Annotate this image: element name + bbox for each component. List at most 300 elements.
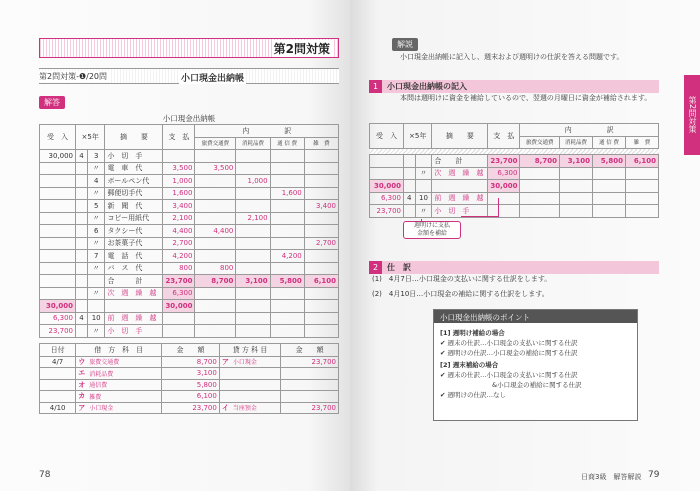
mini-cell bbox=[592, 167, 625, 180]
ledger-cell: 30,000 bbox=[40, 300, 76, 313]
ledger-row bbox=[40, 262, 339, 275]
ledger-row bbox=[40, 237, 339, 250]
ledger-cell: 〃 bbox=[87, 262, 105, 275]
ledger-cell bbox=[195, 312, 236, 325]
ledger-cell bbox=[87, 275, 105, 288]
journal-header: 金 額 bbox=[162, 344, 220, 357]
mini-row bbox=[370, 180, 659, 193]
ledger-cell bbox=[76, 250, 88, 263]
ledger-cell bbox=[304, 262, 338, 275]
mini-cell: 30,000 bbox=[488, 180, 520, 193]
ledger-cell bbox=[304, 325, 338, 338]
ledger-cell: 2,700 bbox=[163, 237, 195, 250]
ledger-cell: 23,700 bbox=[40, 325, 76, 338]
ledger-cell: 4,200 bbox=[270, 250, 304, 263]
mini-cell bbox=[592, 192, 625, 205]
note-connector-right bbox=[498, 198, 499, 216]
ledger-cell bbox=[76, 237, 88, 250]
ledger-row bbox=[40, 200, 339, 213]
journal-cell: 23,700 bbox=[162, 402, 220, 414]
journal-cell bbox=[231, 391, 281, 403]
journal-cell bbox=[219, 379, 231, 391]
ledger-cell: 合 計 bbox=[105, 275, 163, 288]
ledger-cell: 6,300 bbox=[163, 287, 195, 300]
mini-col-description: 摘 要 bbox=[432, 124, 488, 149]
mini-col-breakdown: 内 訳 bbox=[520, 124, 659, 137]
ledger-cell bbox=[304, 250, 338, 263]
ledger-cell bbox=[195, 250, 236, 263]
journal-cell: 通信費 bbox=[87, 379, 161, 391]
ledger-row bbox=[40, 225, 339, 238]
col-breakdown: 内 訳 bbox=[195, 125, 339, 138]
mini-cell: 〃 bbox=[415, 205, 432, 218]
ledger-cell: 3 bbox=[87, 150, 105, 163]
ledger-cell: 3,400 bbox=[163, 200, 195, 213]
ledger-cell bbox=[270, 325, 304, 338]
ledger-cell: 6 bbox=[87, 225, 105, 238]
ledger-cell bbox=[40, 175, 76, 188]
ledger-cell: バ ス 代 bbox=[105, 262, 163, 275]
mini-cell: 30,000 bbox=[370, 180, 404, 193]
ledger-cell bbox=[270, 212, 304, 225]
ledger-cell bbox=[76, 200, 88, 213]
ledger-cell: 2,700 bbox=[304, 237, 338, 250]
footer-label: 日商3級 解答解説 bbox=[581, 473, 642, 481]
ledger-cell bbox=[270, 287, 304, 300]
ledger-cell bbox=[76, 287, 88, 300]
ledger-cell bbox=[195, 212, 236, 225]
ledger-cell: お茶菓子代 bbox=[105, 237, 163, 250]
journal-header: 借 方 科 目 bbox=[76, 344, 162, 357]
ledger-cell bbox=[40, 162, 76, 175]
ledger-cell: 3,500 bbox=[195, 162, 236, 175]
ledger-cell bbox=[76, 300, 88, 313]
page-number-left: 78 bbox=[39, 470, 51, 480]
journal-cell: カ bbox=[76, 391, 88, 403]
mini-cell bbox=[404, 167, 416, 180]
ledger-cell bbox=[304, 312, 338, 325]
answer-badge: 解答 bbox=[39, 96, 65, 109]
ledger-row bbox=[40, 162, 339, 175]
ledger-cell bbox=[304, 212, 338, 225]
ledger-cell: 4 bbox=[76, 150, 88, 163]
ledger-cell bbox=[163, 325, 195, 338]
mini-cell bbox=[404, 205, 416, 218]
ledger-cell bbox=[163, 150, 195, 163]
ledger-cell bbox=[270, 237, 304, 250]
journal-cell: 旅費交通費 bbox=[87, 356, 161, 368]
ledger-cell bbox=[195, 187, 236, 200]
ledger-cell: 〃 bbox=[87, 162, 105, 175]
mini-row bbox=[370, 155, 659, 168]
ledger-cell bbox=[76, 162, 88, 175]
journal-cell: 5,800 bbox=[162, 379, 220, 391]
ledger-cell bbox=[304, 287, 338, 300]
journal-header: 貸 方 科 目 bbox=[219, 344, 280, 357]
ledger-cell bbox=[40, 187, 76, 200]
ledger-cell bbox=[40, 262, 76, 275]
journal-cell: ア bbox=[219, 356, 231, 368]
mini-cell bbox=[370, 167, 404, 180]
point-line: [2] 週末補給の場合 bbox=[440, 361, 499, 369]
ledger-cell bbox=[236, 287, 270, 300]
journal-cell bbox=[40, 379, 76, 391]
col-travel: 旅費交通費 bbox=[195, 137, 236, 150]
mini-cell bbox=[520, 192, 560, 205]
ledger-cell bbox=[40, 250, 76, 263]
ledger-cell bbox=[270, 175, 304, 188]
ledger-cell: 4 bbox=[87, 175, 105, 188]
ledger-cell: 30,000 bbox=[163, 300, 195, 313]
ledger-cell: 4 bbox=[76, 312, 88, 325]
ledger-cell: 1,000 bbox=[163, 175, 195, 188]
ledger-cell bbox=[236, 225, 270, 238]
point-line: [1] 週明け補給の場合 bbox=[440, 329, 505, 337]
ledger-cell bbox=[270, 162, 304, 175]
journal-header: 日付 bbox=[40, 344, 76, 357]
point-line: ✔ 週明けの仕訳…なし bbox=[440, 391, 507, 399]
mini-cell: 3,100 bbox=[559, 155, 592, 168]
ledger-cell bbox=[304, 300, 338, 313]
mini-cell bbox=[520, 167, 560, 180]
col-misc: 雑 費 bbox=[304, 137, 338, 150]
ledger-cell bbox=[195, 175, 236, 188]
ledger-cell bbox=[76, 225, 88, 238]
ledger-cell: 800 bbox=[163, 262, 195, 275]
journal-row bbox=[40, 402, 339, 414]
ledger-cell bbox=[40, 200, 76, 213]
ledger-cell: 3,500 bbox=[163, 162, 195, 175]
journal-cell bbox=[231, 368, 281, 380]
mini-cell bbox=[559, 167, 592, 180]
ledger-cell bbox=[163, 312, 195, 325]
mini-col-communication: 通 信 費 bbox=[592, 136, 625, 149]
mini-cell bbox=[415, 155, 432, 168]
section-1-number: 1 bbox=[369, 80, 382, 93]
ledger-cell: 10 bbox=[87, 312, 105, 325]
ledger-cell bbox=[236, 150, 270, 163]
ledger-cell: 〃 bbox=[87, 287, 105, 300]
ledger-cell bbox=[76, 175, 88, 188]
mini-cell: 6,100 bbox=[625, 155, 658, 168]
ledger-cell: 1,600 bbox=[163, 187, 195, 200]
col-date: ×5年 bbox=[76, 125, 105, 150]
journal-cell: 消耗品費 bbox=[87, 368, 161, 380]
section-1-header bbox=[369, 80, 659, 93]
ledger-cell bbox=[40, 237, 76, 250]
section-2-line-1: (1) 4月7日…小口現金の支払いに関する仕訳をします。 bbox=[372, 275, 552, 283]
ledger-cell: 4,400 bbox=[163, 225, 195, 238]
section-2-line-2: (2) 4月10日…小口現金の補給に関する仕訳をします。 bbox=[372, 290, 549, 298]
page-number-right: 79 bbox=[648, 470, 660, 480]
ledger-cell bbox=[76, 262, 88, 275]
mini-row bbox=[370, 192, 659, 205]
journal-cell bbox=[281, 391, 339, 403]
journal-cell: エ bbox=[76, 368, 88, 380]
ledger-cell: 次 週 繰 越 bbox=[105, 287, 163, 300]
ledger-cell bbox=[105, 300, 163, 313]
point-box-title: 小口現金出納帳のポイント bbox=[434, 310, 637, 323]
ledger-cell bbox=[195, 300, 236, 313]
ledger-cell: 5 bbox=[87, 200, 105, 213]
ledger-cell bbox=[76, 275, 88, 288]
journal-cell: 23,700 bbox=[281, 356, 339, 368]
mini-cell: 8,700 bbox=[520, 155, 560, 168]
ledger-cell bbox=[304, 162, 338, 175]
mini-cell bbox=[625, 167, 658, 180]
ledger-cell bbox=[236, 162, 270, 175]
problem-title: 小口現金出納帳 bbox=[179, 71, 246, 84]
mini-cell bbox=[625, 205, 658, 218]
mini-cell bbox=[488, 192, 520, 205]
mini-cell: 小 切 手 bbox=[432, 205, 488, 218]
col-supplies: 消耗品費 bbox=[236, 137, 270, 150]
subheading bbox=[39, 68, 339, 84]
mini-cell bbox=[625, 192, 658, 205]
journal-cell: イ bbox=[219, 402, 231, 414]
mini-col-receipt: 受 入 bbox=[370, 124, 404, 149]
ledger-cell: 7 bbox=[87, 250, 105, 263]
section-2-header bbox=[369, 261, 659, 274]
mini-cell: 10 bbox=[415, 192, 432, 205]
ledger-cell: 1,000 bbox=[236, 175, 270, 188]
ledger-cell bbox=[236, 237, 270, 250]
mini-cell bbox=[559, 180, 592, 193]
ledger-cell bbox=[236, 250, 270, 263]
note-connector-bottom bbox=[461, 216, 499, 217]
note-callout bbox=[403, 221, 461, 239]
journal-table bbox=[39, 343, 339, 414]
ledger-cell bbox=[195, 150, 236, 163]
point-box bbox=[433, 309, 638, 421]
ledger-caption: 小口現金出納帳 bbox=[162, 114, 216, 123]
journal-cell: 雑費 bbox=[87, 391, 161, 403]
ledger-cell: 4,400 bbox=[195, 225, 236, 238]
ledger-cell: 郵便切手代 bbox=[105, 187, 163, 200]
ledger-cell bbox=[195, 237, 236, 250]
ledger-cell: 新 聞 代 bbox=[105, 200, 163, 213]
page-title: 第2問対策 bbox=[273, 42, 330, 56]
ledger-cell bbox=[236, 262, 270, 275]
mini-cell bbox=[625, 180, 658, 193]
ledger-row bbox=[40, 312, 339, 325]
ledger-cell bbox=[304, 225, 338, 238]
journal-cell bbox=[281, 368, 339, 380]
journal-row bbox=[40, 368, 339, 380]
journal-cell bbox=[281, 379, 339, 391]
ledger-cell bbox=[76, 212, 88, 225]
ledger-row bbox=[40, 325, 339, 338]
ledger-cell bbox=[195, 287, 236, 300]
title-bar bbox=[39, 38, 339, 58]
ledger-cell: ボールペン代 bbox=[105, 175, 163, 188]
journal-cell: 4/7 bbox=[40, 356, 76, 368]
ledger-cell bbox=[236, 200, 270, 213]
journal-cell bbox=[219, 391, 231, 403]
mini-cell: 〃 bbox=[415, 167, 432, 180]
ledger-cell bbox=[270, 150, 304, 163]
journal-cell bbox=[40, 368, 76, 380]
col-description: 摘 要 bbox=[105, 125, 163, 150]
journal-cell: ウ bbox=[76, 356, 88, 368]
journal-row bbox=[40, 391, 339, 403]
ledger-cell bbox=[40, 212, 76, 225]
point-line: ✔ 週末の仕訳…小口現金の支払いに関する仕訳 bbox=[440, 371, 578, 379]
point-line: ✔ 週明けの仕訳…小口現金の補給に関する仕訳 bbox=[440, 349, 578, 357]
mini-cell bbox=[404, 180, 416, 193]
ledger-cell: 3,400 bbox=[304, 200, 338, 213]
ledger-row bbox=[40, 150, 339, 163]
ledger-cell: 〃 bbox=[87, 212, 105, 225]
ledger-cell: 4,200 bbox=[163, 250, 195, 263]
journal-cell: 当座預金 bbox=[231, 402, 281, 414]
col-communication: 通 信 費 bbox=[270, 137, 304, 150]
ledger-cell: 5,800 bbox=[270, 275, 304, 288]
ledger-cell bbox=[40, 287, 76, 300]
mini-cell bbox=[370, 155, 404, 168]
mini-cell bbox=[520, 205, 560, 218]
journal-cell: オ bbox=[76, 379, 88, 391]
mini-cell: 次 週 繰 越 bbox=[432, 167, 488, 180]
ledger-cell bbox=[270, 200, 304, 213]
mini-cell bbox=[404, 155, 416, 168]
ledger-cell: 電 車 代 bbox=[105, 162, 163, 175]
journal-cell bbox=[40, 391, 76, 403]
ledger-row bbox=[40, 175, 339, 188]
ledger-cell: 2,100 bbox=[163, 212, 195, 225]
mini-col-payment: 支 払 bbox=[488, 124, 520, 149]
journal-cell: 8,700 bbox=[162, 356, 220, 368]
mini-row bbox=[370, 167, 659, 180]
ledger-cell: 6,300 bbox=[40, 312, 76, 325]
mini-cell bbox=[520, 180, 560, 193]
mini-cell: 4 bbox=[404, 192, 416, 205]
ledger-row bbox=[40, 212, 339, 225]
ledger-cell bbox=[195, 200, 236, 213]
ledger-cell bbox=[270, 312, 304, 325]
mini-cell: 23,700 bbox=[370, 205, 404, 218]
ledger-cell bbox=[236, 312, 270, 325]
mini-cell bbox=[559, 192, 592, 205]
ledger-cell: 小 切 手 bbox=[105, 150, 163, 163]
ledger-cell: 〃 bbox=[87, 237, 105, 250]
ledger-row bbox=[40, 187, 339, 200]
mini-cell bbox=[592, 205, 625, 218]
mini-cell: 6,300 bbox=[488, 167, 520, 180]
ledger-cell bbox=[270, 300, 304, 313]
ledger-cell: 800 bbox=[195, 262, 236, 275]
mini-col-travel: 旅費交通費 bbox=[520, 136, 560, 149]
ledger-cell bbox=[76, 187, 88, 200]
mini-cell bbox=[592, 180, 625, 193]
ledger-cell: 小 切 手 bbox=[105, 325, 163, 338]
ledger-cell bbox=[304, 150, 338, 163]
ledger-cell bbox=[236, 325, 270, 338]
mini-cell: 23,700 bbox=[488, 155, 520, 168]
ledger-cell: 6,100 bbox=[304, 275, 338, 288]
ledger-cell: 3,100 bbox=[236, 275, 270, 288]
section-2-title: 仕 訳 bbox=[387, 263, 411, 272]
ledger-cell bbox=[304, 187, 338, 200]
ledger-cell: 1,600 bbox=[270, 187, 304, 200]
mini-cell bbox=[415, 180, 432, 193]
ledger-cell bbox=[236, 300, 270, 313]
ledger-cell bbox=[236, 187, 270, 200]
mini-cell: 5,800 bbox=[592, 155, 625, 168]
journal-cell: 3,100 bbox=[162, 368, 220, 380]
petty-cash-ledger bbox=[39, 124, 339, 338]
ledger-cell bbox=[304, 175, 338, 188]
journal-row bbox=[40, 356, 339, 368]
note-text: 週明けに支払 金額を補給 bbox=[413, 222, 450, 237]
ledger-cell: 電 話 代 bbox=[105, 250, 163, 263]
ledger-row bbox=[40, 300, 339, 313]
journal-header: 金 額 bbox=[281, 344, 339, 357]
ledger-row bbox=[40, 250, 339, 263]
problem-number: 第2問対策-❶/20問 bbox=[39, 71, 110, 82]
ledger-cell: 2,100 bbox=[236, 212, 270, 225]
mini-col-date: ×5年 bbox=[404, 124, 432, 149]
journal-cell bbox=[231, 379, 281, 391]
side-tab: 第2問対策 bbox=[684, 75, 700, 155]
ledger-cell: 〃 bbox=[87, 187, 105, 200]
journal-cell: 23,700 bbox=[281, 402, 339, 414]
journal-cell: 6,100 bbox=[162, 391, 220, 403]
journal-cell: 小口現金 bbox=[231, 356, 281, 368]
journal-cell: ア bbox=[76, 402, 88, 414]
mini-cell: 6,300 bbox=[370, 192, 404, 205]
explanation-badge: 解説 bbox=[392, 38, 418, 51]
ledger-cell: 前 週 繰 越 bbox=[105, 312, 163, 325]
col-payment: 支 払 bbox=[163, 125, 195, 150]
section-2-number: 2 bbox=[369, 261, 382, 274]
mini-row bbox=[370, 205, 659, 218]
point-line: &小口現金の補給に関する仕訳 bbox=[440, 381, 582, 389]
mini-ledger bbox=[369, 123, 659, 218]
ledger-cell bbox=[195, 325, 236, 338]
ledger-cell bbox=[40, 275, 76, 288]
mini-cell bbox=[432, 180, 488, 193]
ledger-cell: タクシー代 bbox=[105, 225, 163, 238]
point-line: ✔ 週末の仕訳…小口現金の支払いに関する仕訳 bbox=[440, 339, 578, 347]
ledger-cell: 30,000 bbox=[40, 150, 76, 163]
ledger-cell bbox=[76, 325, 88, 338]
ledger-cell bbox=[87, 300, 105, 313]
journal-row bbox=[40, 379, 339, 391]
mini-cell: 合 計 bbox=[432, 155, 488, 168]
section-1-text: 本問は週明けに資金を補給しているので、翌週の月曜日に資金が補給されます。 bbox=[400, 94, 652, 102]
mini-cell bbox=[559, 205, 592, 218]
section-1-title: 小口現金出納帳の記入 bbox=[387, 82, 467, 91]
ledger-row bbox=[40, 287, 339, 300]
ledger-cell: 〃 bbox=[87, 325, 105, 338]
col-receipt: 受 入 bbox=[40, 125, 76, 150]
journal-cell: 小口現金 bbox=[87, 402, 161, 414]
ledger-cell bbox=[40, 225, 76, 238]
ledger-cell: コピー用紙代 bbox=[105, 212, 163, 225]
ledger-row bbox=[40, 275, 339, 288]
ledger-cell bbox=[270, 225, 304, 238]
ledger-cell: 8,700 bbox=[195, 275, 236, 288]
ledger-cell: 23,700 bbox=[163, 275, 195, 288]
ledger-cell bbox=[270, 262, 304, 275]
intro-text: 小口現金出納帳に記入し、週末および週明けの仕訳を答える問題です。 bbox=[400, 53, 624, 61]
journal-cell bbox=[219, 368, 231, 380]
mini-col-misc: 雑 費 bbox=[625, 136, 658, 149]
journal-cell: 4/10 bbox=[40, 402, 76, 414]
mini-col-supplies: 消耗品費 bbox=[559, 136, 592, 149]
mini-cell: 前 週 繰 越 bbox=[432, 192, 488, 205]
